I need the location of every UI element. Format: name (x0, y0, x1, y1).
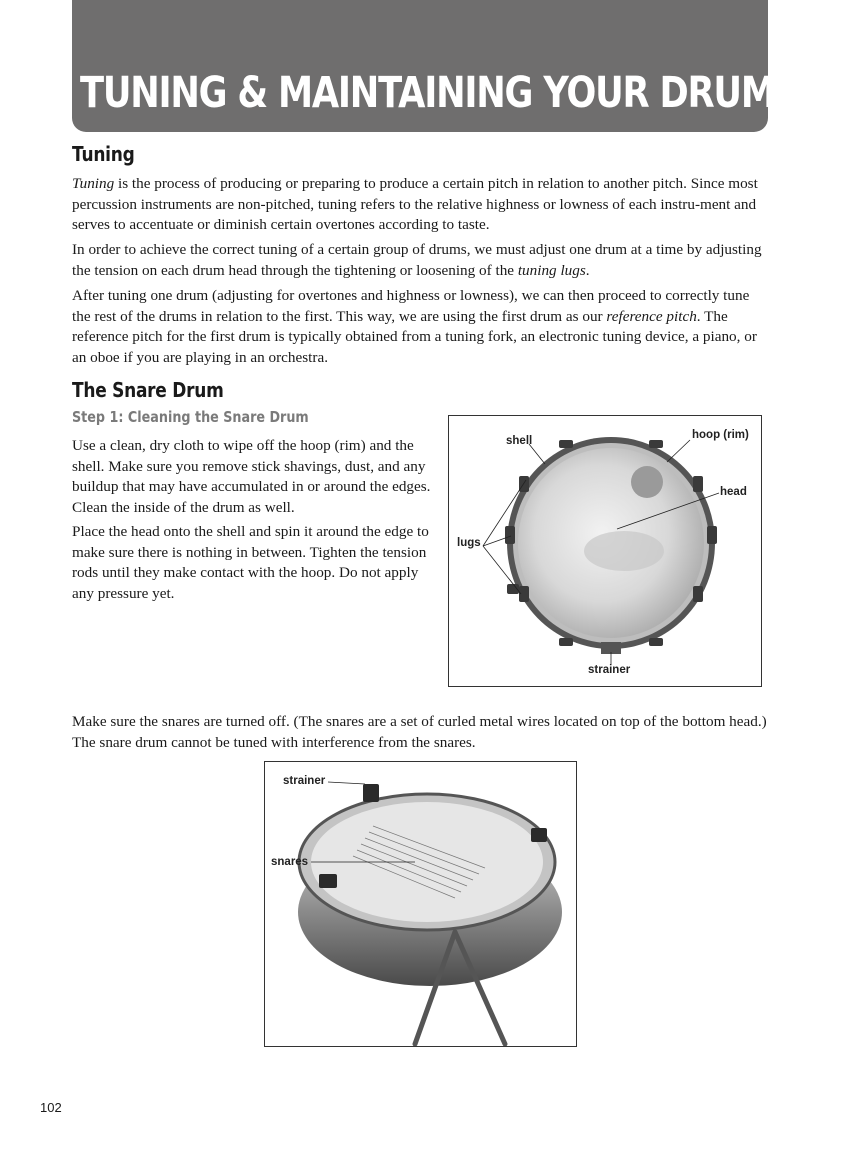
tuning-lugs-term: tuning lugs (517, 261, 586, 279)
strainer-label: strainer (588, 664, 631, 676)
reference-pitch-term: reference pitch (606, 307, 697, 325)
head-logo (631, 466, 663, 498)
snare-paragraph-2: Place the head onto the shell and spin it around the edge to make sure there is nothing in between. Tighten the tension rods until they make contact with the hoop. Do not apply any pressure yet. (72, 523, 429, 602)
shell-label: shell (506, 435, 533, 447)
tuning-paragraph-3: After tuning one drum (adjusting for overtones and highness or lowness), we can then proceed to correctly tune the rest of the drums in relation to the first. This way, we are using the first drum as our reference pitch. The reference pitch for the first drum is typically obtained from a tuning fork, an electronic tuning device, a piano, or an oboe if you are playing in an orchestra. (72, 287, 757, 366)
section-heading-tuning: Tuning (72, 142, 135, 166)
tuning-paragraph-2: In order to achieve the correct tuning of a certain group of drums, we must adjust one drum at a time by adjusting the tension on each drum head through the tightening or loosening of the tuning lugs. (72, 241, 762, 279)
chapter-title: TUNING & MAINTAINING YOUR DRUMSET (80, 68, 845, 118)
page-number: 102 (40, 1100, 62, 1115)
snare-bottom-figure (264, 761, 577, 1047)
snare-top-figure (448, 415, 762, 687)
hoop-label: hoop (rim) (692, 429, 749, 441)
lugs-label: lugs (457, 537, 481, 549)
tuning-term: Tuning (72, 175, 115, 192)
section-heading-snare: The Snare Drum (72, 378, 224, 402)
snare-paragraph-1: Use a clean, dry cloth to wipe off the hoop (rim) and the shell. Make sure you remove stick shavings, dust, and any buildup that may have accumulated in or around the edges. Clean the inside of the drum as well. (72, 437, 431, 516)
snare-bottom-illustration (265, 762, 576, 1046)
snare-paragraph-3: Make sure the snares are turned off. (The snares are a set of curled metal wires located on top of the bottom head.) The snare drum cannot be tuned with interference from the snares. (72, 713, 767, 751)
head-label: head (720, 486, 747, 498)
snares-label: snares (271, 856, 309, 868)
step1-heading: Step 1: Cleaning the Snare Drum (72, 408, 309, 426)
head-wear-mark (584, 531, 664, 571)
strainer-label-2: strainer (283, 775, 326, 787)
snare-top-illustration (449, 416, 761, 686)
tuning-paragraph-1: Tuning is the process of producing or preparing to produce a certain pitch in relation to another pitch. Since most percussion instruments are non-pitched, tuning refers to the relative highness or lowness of each instru-ment and serves to accentuate or diminish certain overtones according to taste. (72, 175, 758, 233)
